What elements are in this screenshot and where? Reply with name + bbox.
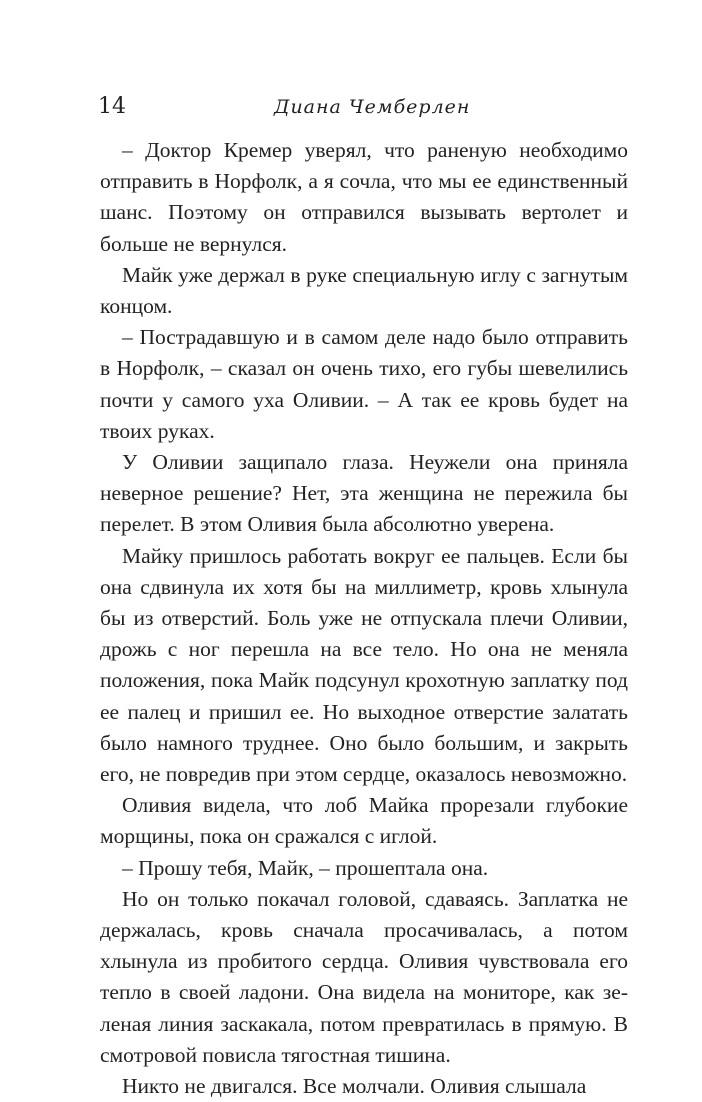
paragraph: Никто не двигался. Все молчали. Оливия слышала xyxy=(122,1074,587,1099)
paragraph: Майку пришлось работать вокруг ее пальцев. Если бы она сдвинула их хотя бы на миллиметр, кровь хлынула бы из отверстий. Боль уже не отпускала плечи Оливии, дрожь с ног перешла на все тело. Но она не меняла положения, пока Майк подсунул крохотную заплатку под ее палец и пришил ее. Но выходное отверстие залатать было намного труднее. Оно было большим, и закрыть его, не повредив при этом сердце, оказалось невозможно. xyxy=(100,543,628,787)
paragraph: Оливия видела, что лоб Майка прорезали глубокие морщины, пока он сражался с иглой. xyxy=(100,793,628,849)
body-text xyxy=(100,135,628,1102)
page-number: 14 xyxy=(98,94,126,119)
paragraph: – Пострадавшую и в самом деле надо было отправить в Норфолк, – сказал он очень тихо, его губы шевелились почти у самого уха Оливии. – А так ее кровь будет на твоих руках. xyxy=(100,325,628,443)
paragraph: У Оливии защипало глаза. Неужели она приняла неверное решение? Нет, эта женщина не пережила бы перелет. В этом Оливия была абсолютно уверена. xyxy=(100,450,628,537)
paragraph: – Доктор Кремер уверял, что раненую необходимо отправить в Норфолк, а я сочла, что мы ее единственный шанс. Поэтому он отправился вызывать вертолет и больше не вернулся. xyxy=(100,138,628,256)
paragraph: Майк уже держал в руке специальную иглу с загнутым концом. xyxy=(100,262,628,319)
paragraph: – Прошу тебя, Майк, – прошептала она. xyxy=(122,855,489,880)
page-header xyxy=(98,92,628,122)
paragraph: Но он только покачал головой, сдаваясь. Заплатка не держалась, кровь сначала просачивалась, а потом хлынула из пробитого сердца. Оливия чувствовала его тепло в своей ладони. Она видела на мониторе, как зеленая линия заскакала, потом превратилась в прямую. В смотровой повисла тягостная тишина. xyxy=(100,886,628,1067)
running-head-author: Диана Чемберлен xyxy=(274,96,471,118)
